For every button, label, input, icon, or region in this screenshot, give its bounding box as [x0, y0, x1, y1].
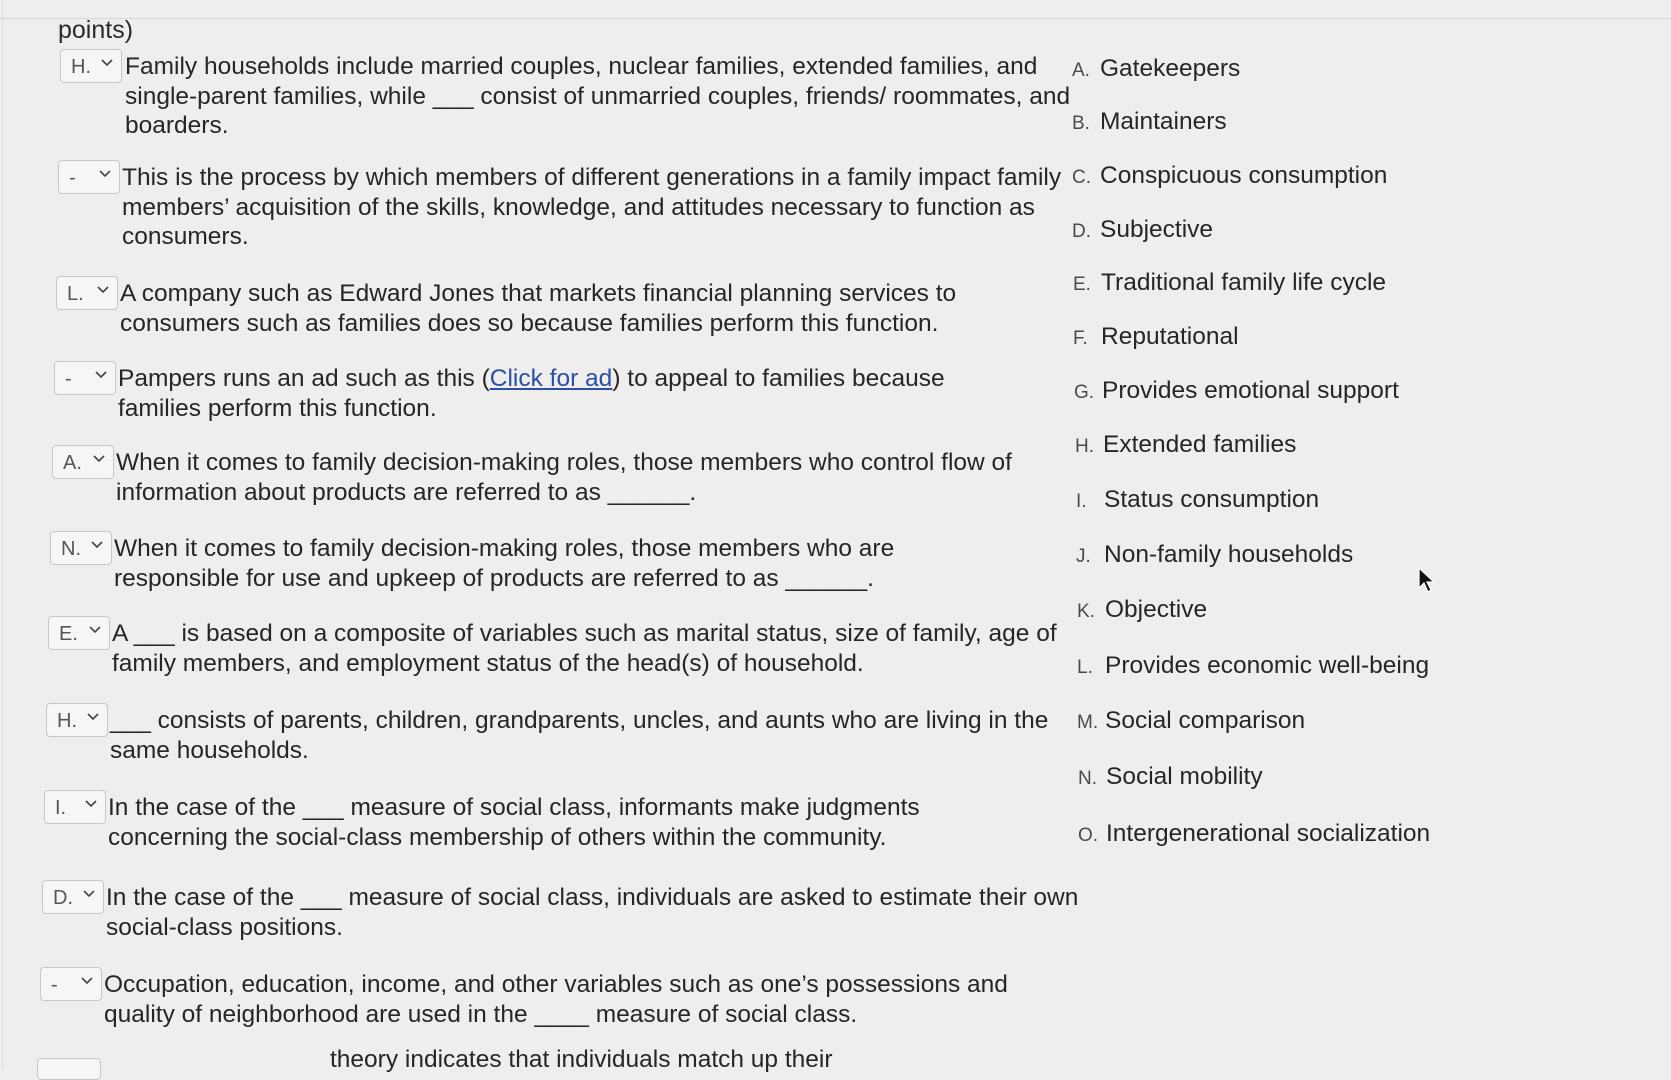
option-item — [1076, 541, 1353, 569]
option-item — [1077, 596, 1207, 624]
option-letter: G. — [1074, 382, 1095, 403]
answer-select[interactable] — [42, 880, 104, 914]
option-label: Maintainers — [1100, 108, 1227, 135]
option-letter: H. — [1075, 436, 1094, 457]
option-letter: O. — [1078, 825, 1099, 846]
option-item — [1074, 377, 1399, 405]
question-text — [118, 364, 1018, 423]
answer-select[interactable] — [46, 703, 108, 737]
option-item — [1072, 108, 1227, 136]
chevron-down-icon — [97, 165, 113, 181]
chevron-down-icon — [87, 621, 103, 637]
question-text: A ___ is based on a composite of variables such as marital status, size of family, age of family members, and employment status of the head(s) of household. — [112, 620, 1057, 677]
option-letter: E. — [1073, 274, 1091, 295]
answer-select[interactable] — [52, 445, 114, 479]
option-item — [1076, 486, 1319, 514]
question-text: When it comes to family decision-making roles, those members who control flow of information about products are referred to as ______. — [116, 449, 1012, 506]
option-label: Reputational — [1101, 323, 1239, 350]
question-text: Family households include married couples, nuclear families, extended families, and single-parent families, while ___ consist of unmarried couples, friends/ roommates, and boarders. — [125, 53, 1071, 139]
answer-select-value: A. — [63, 452, 82, 474]
question-text: When it comes to family decision-making roles, those members who are responsible for use and upkeep of products are referred to as ______. — [114, 535, 895, 592]
answer-select-value: - — [65, 368, 72, 390]
answer-select-value: L. — [67, 283, 84, 305]
option-item — [1072, 216, 1213, 244]
chevron-down-icon — [81, 885, 97, 901]
option-label: Traditional family life cycle — [1101, 269, 1387, 296]
answer-select-value: - — [51, 974, 58, 996]
question-text: theory indicates that individuals match up their — [330, 1046, 833, 1073]
option-item — [1078, 763, 1263, 791]
chevron-down-icon — [91, 450, 107, 466]
option-letter: N. — [1078, 768, 1097, 789]
mouse-pointer-icon — [1417, 566, 1437, 594]
option-letter: B. — [1072, 113, 1090, 134]
answer-select-value: I. — [55, 797, 67, 819]
option-letter: D. — [1072, 221, 1091, 242]
option-item — [1073, 269, 1386, 297]
option-label: Conspicuous consumption — [1100, 162, 1388, 189]
answer-select[interactable] — [40, 967, 102, 1001]
answer-select[interactable] — [44, 790, 106, 824]
click-for-ad-link[interactable]: Click for ad — [489, 365, 613, 392]
option-letter: J. — [1076, 546, 1091, 567]
left-border — [2, 0, 3, 1068]
option-item — [1073, 323, 1239, 351]
option-item — [1075, 431, 1296, 459]
option-letter: F. — [1073, 328, 1088, 349]
answer-select-value: N. — [61, 538, 81, 560]
answer-select[interactable] — [58, 160, 120, 194]
option-item — [1077, 652, 1429, 680]
chevron-down-icon — [93, 366, 109, 382]
option-letter: I. — [1076, 491, 1087, 512]
option-item — [1072, 162, 1387, 190]
question-text: A company such as Edward Jones that markets financial planning services to consumers such as families does so because families perform this function. — [120, 280, 957, 337]
option-letter: M. — [1077, 712, 1099, 733]
chevron-down-icon — [99, 54, 115, 70]
option-label: Objective — [1105, 596, 1208, 623]
answer-select[interactable] — [56, 276, 118, 310]
question-text: This is the process by which members of different generations in a family impact family members’ acquisition of the skills, knowledge, and attitudes necessary to function as consumers. — [122, 164, 1062, 250]
chevron-down-icon — [83, 795, 99, 811]
question-text-after: ) to appeal to families because families perform this function. — [118, 365, 945, 422]
question-text: In the case of the ___ measure of social class, informants make judgments concerning the social-class membership of others within the community. — [108, 794, 920, 851]
option-letter: C. — [1072, 167, 1091, 188]
chevron-down-icon — [95, 281, 111, 297]
option-item — [1078, 820, 1430, 848]
option-letter: K. — [1077, 601, 1095, 622]
answer-select-value: H. — [57, 710, 77, 732]
top-divider — [0, 18, 1671, 19]
section-header: points) — [58, 16, 134, 44]
option-letter: L. — [1077, 657, 1093, 678]
question-text: In the case of the ___ measure of social class, individuals are asked to estimate their own social-class positions. — [106, 884, 1079, 941]
answer-select[interactable] — [60, 49, 122, 83]
answer-select[interactable] — [37, 1058, 101, 1080]
answer-select-value: H. — [71, 56, 91, 78]
question-text: Occupation, education, income, and other variables such as one’s possessions and quality of neighborhood are used in the ____ measure of social class. — [104, 971, 1008, 1028]
chevron-down-icon — [79, 972, 95, 988]
option-label: Non-family households — [1104, 541, 1354, 568]
chevron-down-icon — [85, 708, 101, 724]
option-item — [1077, 707, 1305, 735]
question-text-before: Pampers runs an ad such as this ( — [118, 365, 490, 392]
option-label: Extended families — [1103, 431, 1297, 458]
answer-select-value: - — [69, 167, 76, 189]
option-letter: A. — [1072, 60, 1090, 81]
chevron-down-icon — [89, 536, 105, 552]
question-text: ___ consists of parents, children, grandparents, uncles, and aunts who are living in the same households. — [110, 707, 1049, 764]
answer-select[interactable] — [54, 361, 116, 395]
option-item — [1072, 55, 1240, 83]
option-label: Social comparison — [1105, 707, 1306, 734]
option-label: Status consumption — [1104, 486, 1320, 513]
option-label: Social mobility — [1106, 763, 1263, 790]
answer-select[interactable] — [48, 616, 110, 650]
answer-select-value: D. — [53, 887, 73, 909]
option-label: Subjective — [1100, 216, 1214, 243]
answer-select-value: E. — [59, 623, 78, 645]
option-label: Provides economic well-being — [1105, 652, 1430, 679]
option-label: Gatekeepers — [1100, 55, 1241, 82]
answer-select[interactable] — [50, 531, 112, 565]
option-label: Intergenerational socialization — [1106, 820, 1431, 847]
option-label: Provides emotional support — [1102, 377, 1399, 404]
